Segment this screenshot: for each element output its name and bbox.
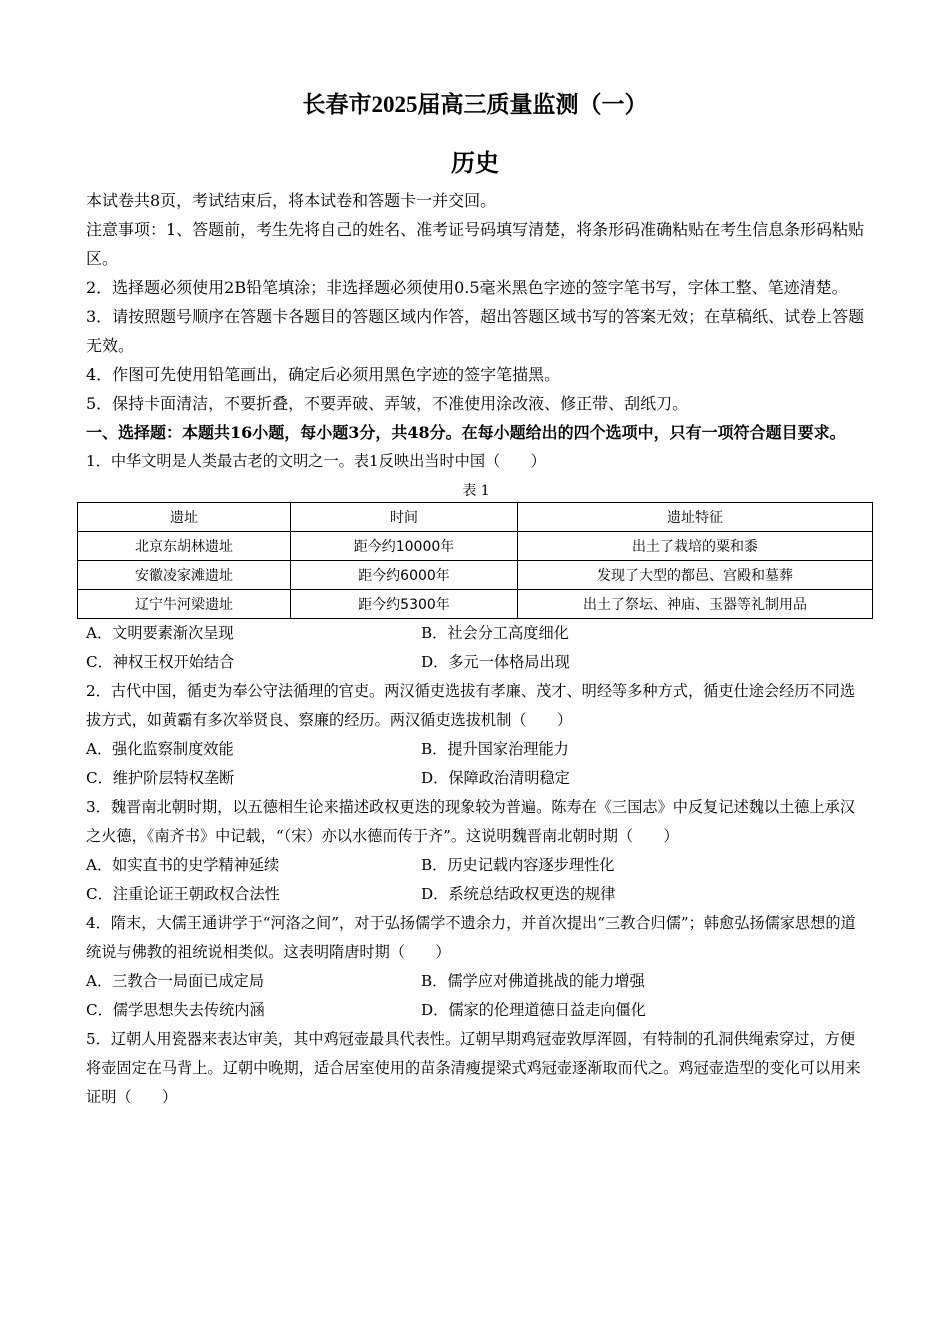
table-cell: 安徽凌家滩遗址 (78, 561, 291, 590)
question-2-options (86, 735, 866, 793)
question-1-options (86, 619, 866, 677)
table-cell: 距今约5300年 (291, 590, 518, 619)
notice-intro: 本试卷共8页，考试结束后，将本试卷和答题卡一并交回。 (86, 191, 497, 210)
notice-item-5: 5．保持卡面清洁，不要折叠，不要弄破、弄皱，不准使用涂改液、修正带、刮纸刀。 (86, 394, 689, 413)
option-d: D．多元一体格局出现 (421, 653, 570, 671)
table-cell: 距今约10000年 (291, 532, 518, 561)
notice-item-4: 4．作图可先使用铅笔画出，确定后必须用黑色字迹的签字笔描黑。 (86, 365, 561, 384)
table-row (78, 590, 873, 619)
option-d: D．保障政治清明稳定 (421, 769, 570, 787)
option-c: C．注重论证王朝政权合法性 (86, 885, 280, 903)
table-cell: 距今约6000年 (291, 561, 518, 590)
question-4-stem: 4．隋末，大儒王通讲学于“河洛之间”，对于弘扬儒学不遗余力，并首次提出“三教合归儒”；韩愈弘扬儒家思想的道统说与佛教的祖统说相类似。这表明隋唐时期（ ） (86, 914, 856, 961)
table-header: 遗址特征 (518, 503, 873, 532)
option-b: B．历史记载内容逐步理性化 (421, 856, 615, 874)
exam-title: 长春市2025届高三质量监测（一） (302, 92, 648, 117)
option-c: C．维护阶层特权垄断 (86, 769, 235, 787)
sites-table (77, 502, 873, 619)
question-3-options (86, 851, 866, 909)
table-row (78, 532, 873, 561)
notice-item-2: 2．选择题必须使用2B铅笔填涂；非选择题必须使用0.5毫米黑色字迹的签字笔书写，字体工整、笔迹清楚。 (86, 278, 848, 297)
option-a: A．如实直书的史学精神延续 (86, 856, 280, 874)
table-header: 时间 (291, 503, 518, 532)
option-b: B．儒学应对佛道挑战的能力增强 (421, 972, 645, 990)
table-header: 遗址 (78, 503, 291, 532)
option-a: A．文明要素渐次呈现 (86, 624, 234, 642)
question-4-options (86, 967, 866, 1025)
table-cell: 出土了栽培的粟和黍 (518, 532, 873, 561)
option-b: B．提升国家治理能力 (421, 740, 569, 758)
option-a: A．强化监察制度效能 (86, 740, 234, 758)
table-cell: 发现了大型的都邑、宫殿和墓葬 (518, 561, 873, 590)
question-5-stem: 5．辽朝人用瓷器来表达审美，其中鸡冠壶最具代表性。辽朝早期鸡冠壶敦厚浑圆，有特制的孔洞供绳索穿过，方便将壶固定在马背上。辽朝中晚期，适合居室使用的苗条清瘦提梁式鸡冠壶逐渐取而代之。鸡冠壶造型的变化可以用来证明（ ） (86, 1030, 861, 1106)
table-cell: 辽宁牛河梁遗址 (78, 590, 291, 619)
notice-item-1: 注意事项：1、答题前，考生先将自己的姓名、准考证号码填写清楚，将条形码准确粘贴在考生信息条形码粘贴区。 (86, 220, 865, 268)
question-3-stem: 3．魏晋南北朝时期，以五德相生论来描述政权更迭的现象较为普遍。陈寿在《三国志》中反复记述魏以土德上承汉之火德，《南齐书》中记载，“（宋）亦以水德而传于齐”。这说明魏晋南北朝时期（ ） (86, 798, 856, 845)
exam-body (86, 186, 866, 1112)
question-2-stem: 2．古代中国，循吏为奉公守法循理的官吏。两汉循吏选拔有孝廉、茂才、明经等多种方式，循吏仕途会经历不同选拔方式，如黄霸有多次举贤良、察廉的经历。两汉循吏选拔机制（ ） (86, 682, 856, 729)
option-a: A．三教合一局面已成定局 (86, 972, 265, 990)
table-header-row (78, 503, 873, 532)
subject-title: 历史 (451, 151, 499, 177)
table-cell: 出土了祭坛、神庙、玉器等礼制用品 (518, 590, 873, 619)
notice-item-3: 3．请按照题号顺序在答题卡各题目的答题区域内作答，超出答题区域书写的答案无效；在草稿纸、试卷上答题无效。 (86, 307, 865, 355)
option-b: B．社会分工高度细化 (421, 624, 569, 642)
table-row (78, 561, 873, 590)
option-c: C．神权王权开始结合 (86, 653, 235, 671)
section-heading: 一、选择题：本题共16小题，每小题3分，共48分。在每小题给出的四个选项中，只有一项符合题目要求。 (86, 423, 846, 442)
question-1-stem: 1．中华文明是人类最古老的文明之一。表1反映出当时中国（ ） (86, 452, 546, 470)
option-c: C．儒学思想失去传统内涵 (86, 1001, 265, 1019)
option-d: D．儒家的伦理道德日益走向僵化 (421, 1001, 646, 1019)
table-cell: 北京东胡林遗址 (78, 532, 291, 561)
option-d: D．系统总结政权更迭的规律 (421, 885, 616, 903)
table-caption: 表 1 (462, 483, 490, 499)
